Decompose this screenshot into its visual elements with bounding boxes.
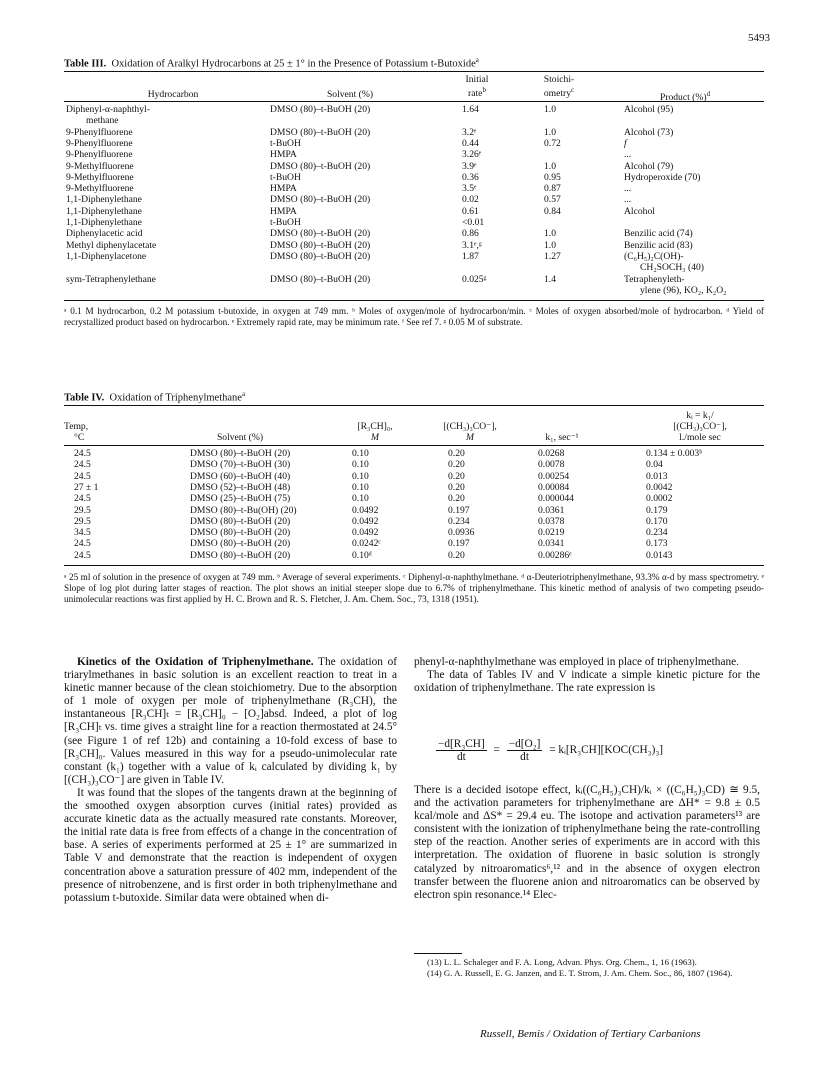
running-footer: Russell, Bemis / Oxidation of Tertiary Carbanions <box>480 1028 701 1040</box>
table3-cell-rate: 0.86 <box>462 228 479 240</box>
table3-caption: Table III. Oxidation of Aralkyl Hydrocarbons at 25 ± 1° in the Presence of Potassium t-Butoxide$^a$ <box>64 56 479 70</box>
table4-cell-k1: 0.000044 <box>538 493 574 505</box>
table4-cell-r3ch: 0.10ᵈ <box>352 549 372 561</box>
table4-cell-temp: 24.5 <box>74 493 91 505</box>
table4-cell-base: 0.20 <box>448 470 465 482</box>
table3-cell-stoich: 0.84 <box>544 205 561 217</box>
table3-cell-solvent: t-BuOH <box>270 217 301 228</box>
table3-cell-solvent: DMSO (80)–t-BuOH (20) <box>270 273 371 285</box>
table3-cell-stoich: 1.0 <box>544 104 556 115</box>
table3-cell-product: CH₂SOCH₃ (40) <box>640 262 704 274</box>
table4-cell-base: 0.197 <box>448 504 470 516</box>
section-heading: Kinetics of the Oxidation of Triphenylmethane. <box>77 656 314 668</box>
table4-header-r3ch-line2: M <box>371 432 379 443</box>
table4-cell-base: 0.20 <box>448 459 465 471</box>
table3-cell-rate: 3.26ᵉ <box>462 149 482 161</box>
table3-cell-stoich: 0.57 <box>544 194 561 206</box>
table3-cell-hydrocarbon: sym-Tetraphenylethane <box>66 273 156 285</box>
table4-cell-k1: 0.00286ᵉ <box>538 549 572 561</box>
table4-cell-solvent: DMSO (25)–t-BuOH (75) <box>190 493 291 505</box>
table4-cell-ki: 0.179 <box>646 504 668 516</box>
table3-cell-stoich: 0.72 <box>544 137 561 149</box>
table4-cell-k1: 0.00254 <box>538 470 570 482</box>
table4-cell-k1: 0.0378 <box>538 515 565 527</box>
equation-rhs: = kᵢ[R₃CH][KOC(CH₃)₃] <box>549 744 664 757</box>
table4-cell-temp: 24.5 <box>74 470 91 482</box>
table3-cell-stoich: 0.95 <box>544 171 561 183</box>
right-paragraph-2: The data of Tables IV and V indicate a simple kinetic picture for the oxidation of triphenylmethane. The rate expression is <box>414 669 760 695</box>
table4-cell-solvent: DMSO (80)–t-BuOH (20) <box>190 549 291 561</box>
table4-cell-r3ch: 0.0492 <box>352 504 379 516</box>
table4-cell-r3ch: 0.10 <box>352 470 369 482</box>
table3-cell-hydrocarbon: 9-Phenylfluorene <box>66 149 133 161</box>
table4-cell-k1: 0.00084 <box>538 481 570 493</box>
table4-cell-ki: 0.134 ± 0.003ᵇ <box>646 448 703 459</box>
table4-cell-base: 0.20 <box>448 448 465 459</box>
table4-header-base-line1: [(CH₃)₃CO⁻], <box>443 421 497 432</box>
table4-cell-temp: 24.5 <box>74 459 91 471</box>
table3-cell-hydrocarbon: 1,1-Diphenylethane <box>66 205 142 217</box>
right-column-cont <box>414 784 760 902</box>
table3-cell-stoich: 1.0 <box>544 228 556 240</box>
table4-header-rule <box>64 445 764 446</box>
rate-equation: $\frac{\text{−d[R₃CH]}}{dt}$ = $\frac{\text{−d[O₂]}}{dt}$ = kᵢ[R₃CH][KOC(CH₃)₃] <box>438 738 664 763</box>
table4-cell-ki: 0.013 <box>646 470 668 482</box>
table3-cell-rate: 3.9ᵉ <box>462 160 477 172</box>
table4-cell-r3ch: 0.10 <box>352 448 369 459</box>
table3-cell-stoich: 1.0 <box>544 160 556 172</box>
table3-cell-solvent: DMSO (80)–t-BuOH (20) <box>270 126 371 138</box>
references <box>414 957 760 978</box>
table3-cell-stoich: 1.0 <box>544 126 556 138</box>
table4-cell-base: 0.20 <box>448 549 465 561</box>
table3-cell-stoich: 0.87 <box>544 183 561 195</box>
table4-cell-r3ch: 0.10 <box>352 481 369 493</box>
table3-cell-hydrocarbon: 9-Methylfluorene <box>66 160 134 172</box>
table3-cell-product: Benzilic acid (74) <box>624 228 693 240</box>
table3-cell-product: Tetraphenyleth- <box>624 273 685 285</box>
table4-cell-solvent: DMSO (80)–t-BuOH (20) <box>190 527 291 539</box>
table3-header-stoich-line2: ometry$^c$ <box>543 86 575 100</box>
table4-header-r3ch-line1: [R₃CH]₀, <box>357 421 393 432</box>
table4-cell-temp: 24.5 <box>74 549 91 561</box>
table3-header-stoich-line1: Stoichi- <box>543 74 575 85</box>
table3-cell-hydrocarbon: Diphenyl-α-naphthyl- <box>66 104 150 115</box>
table3-header-rule <box>64 101 764 102</box>
table3-cell-rate: 1.87 <box>462 250 479 262</box>
table3-cell-hydrocarbon: methane <box>86 115 119 127</box>
table3-cell-hydrocarbon: 9-Methylfluorene <box>66 171 134 183</box>
table4-cell-r3ch: 0.10 <box>352 493 369 505</box>
table4-footnote: ᵃ 25 ml of solution in the presence of oxygen at 749 mm. ᵇ Average of several experiments. ᶜ Diphenyl-α-naphthylmethane. ᵈ α-Deuteriotriphenylmethane, 93.3% α-d by mass spectrometry. ᵉ Slope of log plot during latter stages of reaction. The plot shows an initial steeper slope due to 6.7% of triphenylmethane. This kinetic method of analysis of two competing pseudo-unimolecular reactions was first applied by H. C. Brown and R. S. Fletcher, J. Am. Chem. Soc., 73, 1318 (1951). <box>64 572 764 604</box>
table3-cell-solvent: HMPA <box>270 183 297 195</box>
table4-cell-temp: 24.5 <box>74 448 91 459</box>
table3-cell-solvent: DMSO (80)–t-BuOH (20) <box>270 160 371 172</box>
table4-cell-ki: 0.0002 <box>646 493 673 505</box>
table3-cell-rate: 1.64 <box>462 104 479 115</box>
table4-cell-base: 0.0936 <box>448 527 475 539</box>
table3-cell-solvent: DMSO (80)–t-BuOH (20) <box>270 228 371 240</box>
table4-cell-solvent: DMSO (80)–t-Bu(OH) (20) <box>190 504 297 516</box>
table3-cell-rate: 3.5ᵉ <box>462 183 477 195</box>
equation-fraction-1: $\frac{\text{−d[R₃CH]}}{dt}$ <box>438 738 485 763</box>
table3-cell-solvent: DMSO (80)–t-BuOH (20) <box>270 239 371 251</box>
reference-13: (13) L. L. Schaleger and F. A. Long, Advan. Phys. Org. Chem., 1, 16 (1963). <box>427 957 697 967</box>
table3-cell-hydrocarbon: 9-Methylfluorene <box>66 183 134 195</box>
table4-cell-k1: 0.0268 <box>538 448 565 459</box>
table4-cell-k1: 0.0219 <box>538 527 565 539</box>
table3-cell-solvent: t-BuOH <box>270 137 301 149</box>
table4-header-k1: k₁, sec⁻¹ <box>545 432 579 443</box>
table4-cell-ki: 0.170 <box>646 515 668 527</box>
table4-header-solvent: Solvent (%) <box>216 432 264 443</box>
table4-cell-base: 0.20 <box>448 493 465 505</box>
table3-cell-product: ... <box>624 149 632 161</box>
table3-cell-product: f <box>624 137 627 149</box>
table4-cell-temp: 29.5 <box>74 504 91 516</box>
table3-header-hydrocarbon: Hydrocarbon <box>147 89 199 100</box>
table3-header-solvent: Solvent (%) <box>326 89 374 100</box>
table3-cell-rate: 0.02 <box>462 194 479 206</box>
table4-cell-r3ch: 0.0242ᶜ <box>352 538 381 550</box>
table3-cell-product: Alcohol (79) <box>624 160 674 172</box>
table3-cell-product: (C₆H₅)₂C(OH)- <box>624 250 684 262</box>
table4-cell-base: 0.20 <box>448 481 465 493</box>
page-number: 5493 <box>748 32 770 44</box>
right-column <box>414 656 760 695</box>
table3-cell-rate: 3.1ᵉ,ᵍ <box>462 239 482 251</box>
table3-cell-rate: 0.025ᵍ <box>462 273 487 285</box>
table3-header-rate-line1: Initial <box>465 74 489 85</box>
table3-cell-rate: <0.01 <box>462 217 485 228</box>
table3-cell-solvent: DMSO (80)–t-BuOH (20) <box>270 250 371 262</box>
table4-cell-r3ch: 0.10 <box>352 459 369 471</box>
table4-cell-r3ch: 0.0492 <box>352 515 379 527</box>
table3-cell-stoich: 1.0 <box>544 239 556 251</box>
table3-footnote: ᵃ 0.1 M hydrocarbon, 0.2 M potassium t-butoxide, in oxygen at 749 mm. ᵇ Moles of oxygen/mole of hydrocarbon/min. ᶜ Moles of oxygen absorbed/mole of hydrocarbon. ᵈ Yield of recrystallized product based on hydrocarbon. ᵉ Extremely rapid rate, may be minimum rate. ᶠ See ref 7. ᵍ 0.05 M of substrate. <box>64 306 764 327</box>
table4-cell-temp: 27 ± 1 <box>74 481 99 493</box>
table4-cell-k1: 0.0341 <box>538 538 565 550</box>
table4-cell-r3ch: 0.0492 <box>352 527 379 539</box>
table3-top-rule <box>64 71 764 72</box>
table4-cell-ki: 0.0042 <box>646 481 673 493</box>
table3-cell-hydrocarbon: 1,1-Diphenylethane <box>66 194 142 206</box>
table4-cell-solvent: DMSO (80)–t-BuOH (20) <box>190 538 291 550</box>
table3-cell-product: ... <box>624 194 632 206</box>
table4-header-ki-line2: [(CH₃)₃CO⁻], <box>673 421 727 432</box>
table3-header-rate-line2: rate$^b$ <box>468 86 486 100</box>
table4-cell-ki: 0.173 <box>646 538 668 550</box>
table3-cell-hydrocarbon: 9-Phenylfluorene <box>66 137 133 149</box>
table3-cell-product: ylene (96), KO₂, K₂O₂ <box>640 284 727 296</box>
table3-cell-product: Benzilic acid (83) <box>624 239 693 251</box>
table4-header-temp-line1: Temp, <box>64 421 89 432</box>
table3-cell-hydrocarbon: 9-Phenylfluorene <box>66 126 133 138</box>
table3-cell-product: Alcohol (95) <box>624 104 674 115</box>
table4-bottom-rule <box>64 565 764 566</box>
table3-cell-rate: 0.44 <box>462 137 479 149</box>
table4-cell-solvent: DMSO (60)–t-BuOH (40) <box>190 470 291 482</box>
table3-label: Table III. <box>64 58 107 70</box>
table4-cell-temp: 34.5 <box>74 527 91 539</box>
table3-title: Oxidation of Aralkyl Hydrocarbons at 25 ± 1° in the Presence of Potassium t-Butoxide <box>111 58 476 70</box>
table3-cell-rate: 0.61 <box>462 205 479 217</box>
table4-title: Oxidation of Triphenylmethane <box>109 392 242 404</box>
table3-cell-product: Hydroperoxide (70) <box>624 171 701 183</box>
table4-top-rule <box>64 405 764 406</box>
table4-cell-base: 0.197 <box>448 538 470 550</box>
reference-14: (14) G. A. Russell, E. G. Janzen, and E. T. Strom, J. Am. Chem. Soc., 86, 1807 (1964). <box>427 967 733 978</box>
equation-fraction-2: $\frac{\text{−d[O₂]}}{dt}$ <box>508 738 541 763</box>
table3-cell-product: Alcohol <box>624 205 655 217</box>
left-column <box>64 656 397 905</box>
table3-cell-rate: 3.2ᵉ <box>462 126 477 138</box>
table4-caption: Table IV. Oxidation of Triphenylmethane$^a$ <box>64 390 246 404</box>
left-paragraph-1: The oxidation of triarylmethanes in basic solution is an excellent reaction to treat in a kinetic manner because of the clean stoichiometry. Due to the absorption of 1 mole of oxygen per mole of triphenylmethane (R₃CH), the instantaneous [R₃CH]ₜ = [R₃CH]₀ − [O₂]absd. Indeed, a plot of log [R₃CH]ₜ vs. time gives a straight line for a reaction thermostated at 24.5° (see Figure 1 of ref 12b) and containing a 10-fold excess of base to [R₃CH]₀. Values measured in this way for a pseudo-unimolecular rate constant (k₁) together with a value of kᵢ calculated by dividing k₁ by [(CH₃)₃CO⁻] are given in Table IV. <box>64 656 398 786</box>
table4-header-ki-line3: l./mole sec <box>679 432 721 443</box>
right-paragraph-3: There is a decided isotope effect, kᵢ((C₆H₅)₃CH)/kᵢ × ((C₆H₅)₃CD) ≅ 9.5, and the activation parameters for triphenylmethane are ΔH* = 9.8 ± 0.5 kcal/mole and ΔS* = 29.4 eu. The isotope and activation parameters¹³ are consistent with the ionization of triphenylmethane being the rate-controlling step of the reaction. Another series of experiments are in accord with this interpretation. The oxidation of fluorene in basic solution is strongly catalyzed by nitroaromatics⁶,¹² and in the absence of oxygen electron transfer between the fluorene anion and nitroaromatics can be observed by electron spin resonance.¹⁴ Elec- <box>414 784 760 901</box>
table4-cell-ki: 0.04 <box>646 459 663 471</box>
table3-header-product: Product (%)$^d$ <box>659 90 711 104</box>
table4-header-base-line2: M <box>466 432 474 443</box>
table3-cell-hydrocarbon: 1,1-Diphenylacetone <box>66 250 147 262</box>
table4-label: Table IV. <box>64 392 105 404</box>
table3-bottom-rule <box>64 300 764 301</box>
table3-cell-stoich: 1.4 <box>544 273 556 285</box>
table3-cell-product: ... <box>624 183 632 195</box>
table3-cell-hydrocarbon: 1,1-Diphenylethane <box>66 217 142 228</box>
table3-cell-product: Alcohol (73) <box>624 126 674 138</box>
table4-cell-solvent: DMSO (52)–t-BuOH (48) <box>190 481 291 493</box>
table4-cell-k1: 0.0361 <box>538 504 565 516</box>
table4-cell-base: 0.234 <box>448 515 470 527</box>
table3-cell-solvent: HMPA <box>270 149 297 161</box>
table4-cell-k1: 0.0078 <box>538 459 565 471</box>
table4-cell-ki: 0.0143 <box>646 549 673 561</box>
table4-cell-ki: 0.234 <box>646 527 668 539</box>
table4-cell-solvent: DMSO (80)–t-BuOH (20) <box>190 515 291 527</box>
table4-cell-solvent: DMSO (80)–t-BuOH (20) <box>190 448 291 459</box>
left-paragraph-2: It was found that the slopes of the tangents drawn at the beginning of the smoothed oxygen absorption curves (initial rates) provided as accurate kinetic data as the actually measured rate constants. Moreover, the initial rate data is free from effects of a change in the concentration of base. A series of experiments performed at 25 ± 1° are summarized in Table V and demonstrate that the reaction is independent of oxygen concentration above a saturation pressure of 402 mm, independent of the presence of nitrobenzene, and is first order in both triphenylmethane and potassium t-butoxide. Similar data were obtained when di- <box>64 786 397 904</box>
table3-cell-hydrocarbon: Diphenylacetic acid <box>66 228 143 240</box>
table3-cell-rate: 0.36 <box>462 171 479 183</box>
table4-cell-temp: 24.5 <box>74 538 91 550</box>
table4-header-ki-line1: kᵢ = k₁/ <box>686 410 714 421</box>
table3-cell-solvent: DMSO (80)–t-BuOH (20) <box>270 104 371 115</box>
right-paragraph-1: phenyl-α-naphthylmethane was employed in place of triphenylmethane. <box>414 656 739 668</box>
table4-cell-solvent: DMSO (70)–t-BuOH (30) <box>190 459 291 471</box>
table3-cell-solvent: HMPA <box>270 205 297 217</box>
table3-cell-solvent: DMSO (80)–t-BuOH (20) <box>270 194 371 206</box>
footnote-rule <box>414 953 462 954</box>
table4-cell-temp: 29.5 <box>74 515 91 527</box>
table3-cell-hydrocarbon: Methyl diphenylacetate <box>66 239 157 251</box>
table3-cell-stoich: 1.27 <box>544 250 561 262</box>
table3-cell-solvent: t-BuOH <box>270 171 301 183</box>
table4-header-temp-line2: °C <box>74 432 85 443</box>
